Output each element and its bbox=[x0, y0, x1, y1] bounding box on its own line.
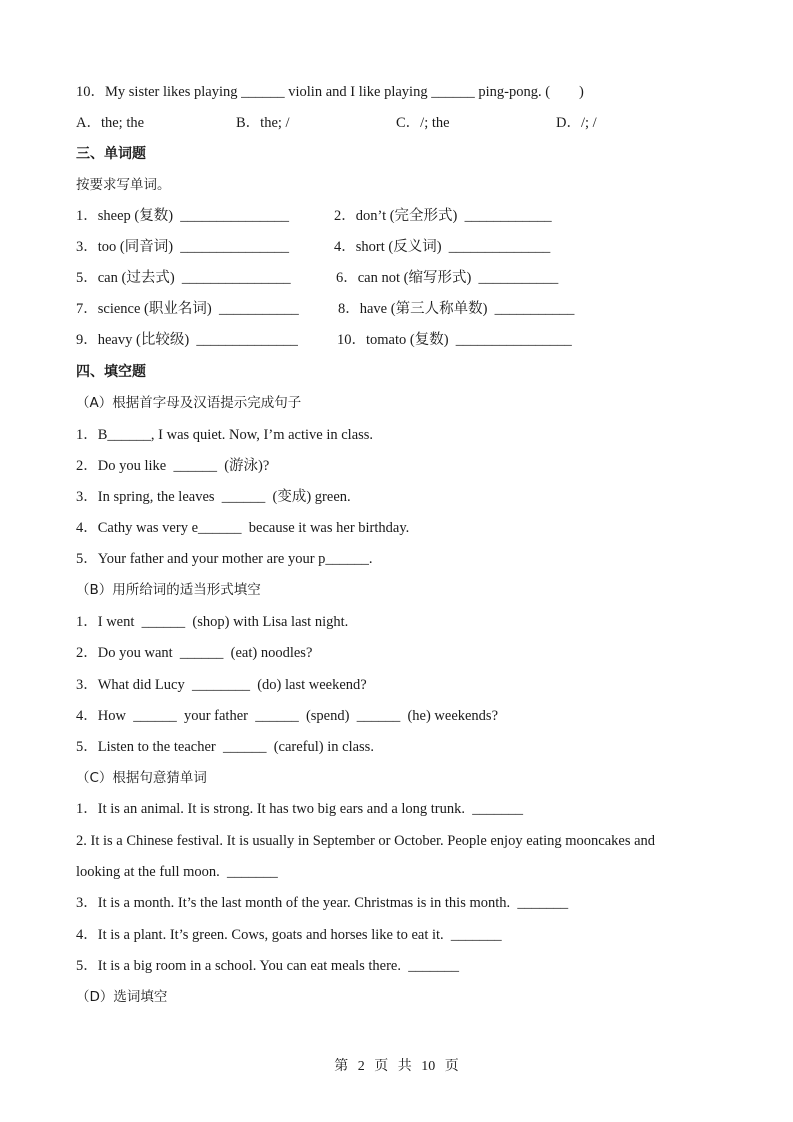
fill-item: 1．I went ______ (shop) with Lisa last night. bbox=[76, 614, 349, 630]
fill-item: 3．What did Lucy ________ (do) last weekend? bbox=[76, 677, 367, 693]
option-a: A．the; the bbox=[76, 115, 145, 131]
word-item: 10．tomato (复数) ________________ bbox=[337, 332, 572, 348]
word-item: 6．can not (缩写形式) ___________ bbox=[336, 270, 559, 286]
option-d: D．/; / bbox=[556, 115, 597, 131]
riddle-item: 3．It is a month. It’s the last month of the year. Christmas is in this month. _______ bbox=[76, 895, 569, 911]
word-item: 2．don’t (完全形式) ____________ bbox=[334, 208, 552, 224]
word-item: 7．science (职业名词) ___________ bbox=[76, 301, 299, 317]
word-item: 3．too (同音词) _______________ bbox=[76, 239, 290, 255]
word-item: 8．have (第三人称单数) ___________ bbox=[338, 301, 575, 317]
fill-item: 4．How ______ your father ______ (spend) ______ (he) weekends? bbox=[76, 708, 499, 724]
fill-item: 3．In spring, the leaves ______ (变成) green. bbox=[76, 489, 351, 505]
riddle-item: 2. It is a Chinese festival. It is usually in September or October. People enjoy eating mooncakes and bbox=[76, 833, 656, 849]
fill-item: 5．Your father and your mother are your p______. bbox=[76, 551, 373, 567]
word-item: 9．heavy (比较级) ______________ bbox=[76, 332, 298, 348]
riddle-item: 5．It is a big room in a school. You can eat meals there. _______ bbox=[76, 958, 459, 974]
option-c: C．/; the bbox=[396, 115, 450, 131]
section-instruction: 按要求写单词。 bbox=[76, 177, 171, 193]
section-title: 三、单词题 bbox=[76, 146, 146, 162]
fill-item: 4．Cathy was very e______ because it was her birthday. bbox=[76, 520, 410, 536]
fill-item: 5．Listen to the teacher ______ (careful) in class. bbox=[76, 739, 374, 755]
fill-item: 2．Do you like ______ (游泳)? bbox=[76, 458, 270, 474]
question-stem: 10．My sister likes playing ______ violin and I like playing ______ ping-pong. ( ) bbox=[76, 84, 584, 100]
page-footer: 第 2 页 共 10 页 bbox=[334, 1059, 459, 1074]
section-title: 四、填空题 bbox=[76, 364, 146, 380]
part-d-title: （D）选词填空 bbox=[76, 989, 168, 1005]
part-c-title: （C）根据句意猜单词 bbox=[76, 770, 207, 786]
word-item: 5．can (过去式) _______________ bbox=[76, 270, 291, 286]
word-item: 1．sheep (复数) _______________ bbox=[76, 208, 290, 224]
fill-item: 2．Do you want ______ (eat) noodles? bbox=[76, 645, 313, 661]
part-a-title: （A）根据首字母及汉语提示完成句子 bbox=[76, 395, 302, 411]
option-b: B．the; / bbox=[236, 115, 290, 131]
word-item: 4．short (反义词) ______________ bbox=[334, 239, 551, 255]
riddle-item: 4．It is a plant. It’s green. Cows, goats and horses like to eat it. _______ bbox=[76, 927, 502, 943]
riddle-item-cont: looking at the full moon. _______ bbox=[76, 864, 278, 880]
part-b-title: （B）用所给词的适当形式填空 bbox=[76, 582, 261, 598]
riddle-item: 1．It is an animal. It is strong. It has two big ears and a long trunk. _______ bbox=[76, 801, 524, 817]
fill-item: 1．B______, I was quiet. Now, I’m active in class. bbox=[76, 427, 374, 443]
